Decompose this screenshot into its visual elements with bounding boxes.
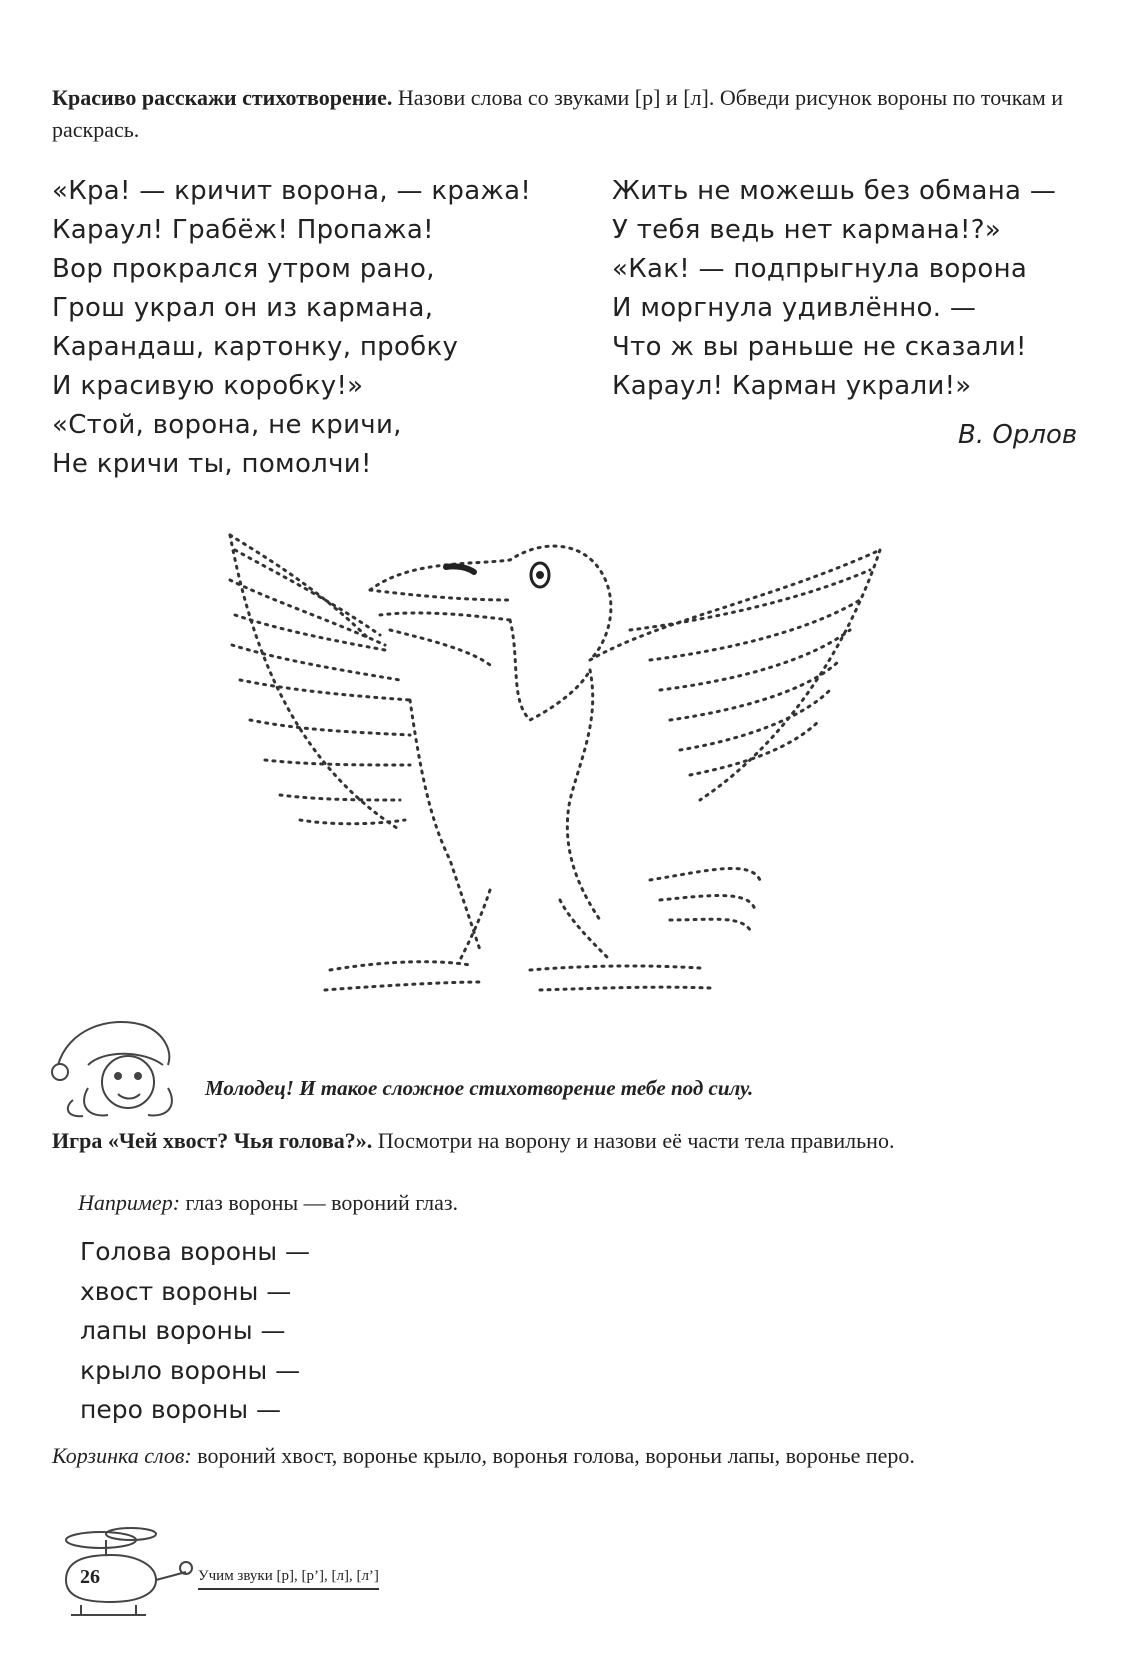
list-item: лапы вороны —: [80, 1316, 286, 1345]
crow-feet: [325, 962, 710, 990]
task-title: Красиво расскажи стихотворение.: [52, 85, 393, 110]
gnome-mascot-illustration: [48, 1010, 198, 1120]
word-basket: [52, 1440, 1092, 1472]
poem-right-column: [612, 172, 1056, 406]
crow-head: [370, 546, 611, 660]
footer-title: Учим звуки [р], [р’], [л], [л’]: [198, 1568, 379, 1590]
poem-line: Жить не можешь без обмана —: [612, 176, 1057, 206]
crow-body: [410, 620, 590, 950]
poem-line: Караул! Грабёж! Пропажа!: [52, 215, 434, 245]
game-title: Игра «Чей хвост? Чья голова?».: [52, 1128, 373, 1153]
example-text: глаз вороны — вороний глаз.: [180, 1190, 459, 1215]
poem-line: Что ж вы раньше не сказали!: [612, 332, 1027, 362]
example-label: Например:: [78, 1190, 181, 1215]
poem-left-column: [52, 172, 531, 484]
helicopter-icon: [46, 1520, 196, 1630]
game-instruction: [52, 1125, 1092, 1157]
poem-line: И красивую коробку!»: [52, 371, 364, 401]
basket-text: вороний хвост, воронье крыло, воронья голова, вороньи лапы, воронье перо.: [191, 1443, 915, 1468]
basket-label: Корзинка слов:: [52, 1443, 192, 1468]
poem-line: Не кричи ты, помолчи!: [52, 449, 372, 479]
poem-author: В. Орлов: [958, 420, 1078, 450]
crow-right-wing: [590, 550, 880, 660]
crow-left-wing: [230, 535, 370, 640]
crow-legs: [460, 890, 610, 960]
example-line: [78, 1190, 458, 1216]
poem-line: И моргнула удивлённо. —: [612, 293, 977, 323]
task-instruction: [52, 82, 1092, 146]
list-item: крыло вороны —: [80, 1355, 301, 1385]
crow-tail: [650, 868, 760, 930]
poem-line: «Стой, ворона, не кричи,: [52, 410, 402, 440]
poem-line: «Как! — подпрыгнула ворона: [612, 254, 1028, 284]
crow-beak: [370, 590, 510, 665]
list-item: Голова вороны —: [80, 1237, 311, 1266]
poem-line: Карандаш, картонку, пробку: [52, 332, 459, 362]
list-item: перо вороны —: [80, 1395, 282, 1424]
praise-text: Молодец! И такое сложное стихотворение тебе под силу.: [205, 1076, 754, 1100]
poem-line: У тебя ведь нет кармана!?»: [612, 215, 1002, 245]
poem-line: Караул! Карман украли!»: [612, 371, 972, 401]
page-number: 26: [80, 1566, 100, 1588]
poem-line: Грош украл он из кармана,: [52, 293, 434, 323]
game-text: Посмотри на ворону и назови её части тела правильно.: [372, 1128, 895, 1153]
dotted-crow-drawing: [210, 520, 930, 1040]
list-item: хвост вороны —: [80, 1276, 292, 1306]
word-list: [80, 1232, 310, 1430]
poem-line: Вор прокрался утром рано,: [52, 254, 435, 284]
poem-line: «Кра! — кричит ворона, — кража!: [52, 176, 532, 206]
task-text: Назови слова со звуками [р] и [л]. Обведи рисунок вороны по точкам и раскрась.: [52, 85, 1064, 142]
